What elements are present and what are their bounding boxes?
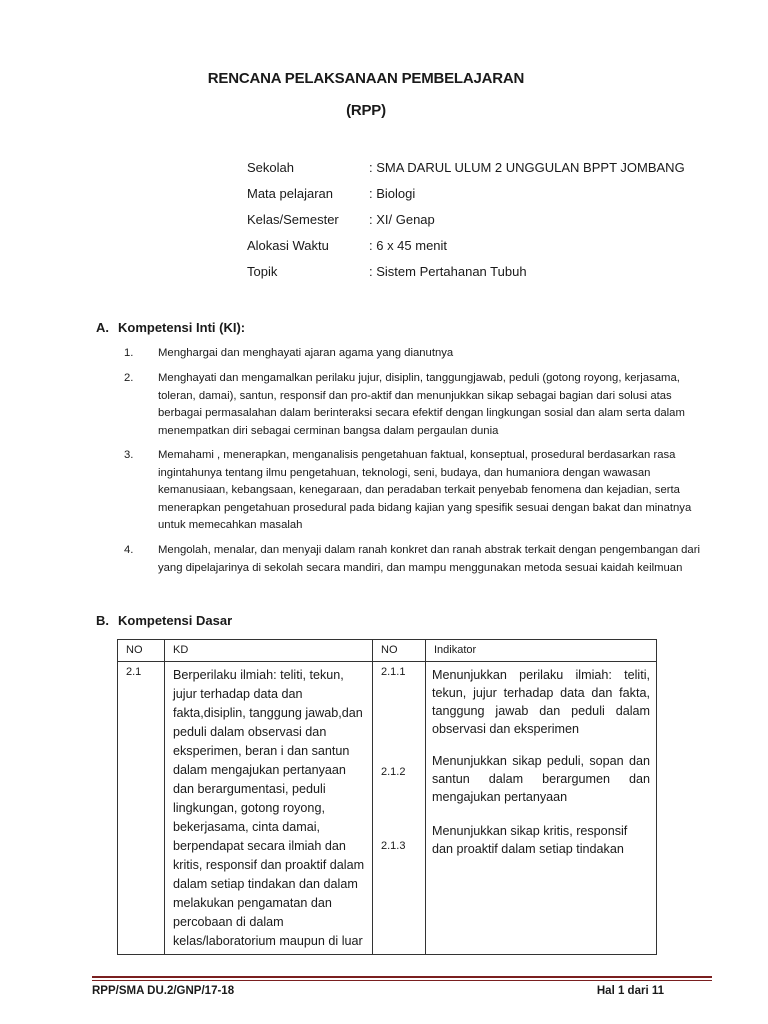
identity-value: : Biologi <box>369 186 416 201</box>
footer-rule <box>92 976 712 978</box>
kd-line: dalam setiap tindakan dan dalam <box>173 877 358 891</box>
table-row <box>118 662 657 955</box>
header-cell-kd: KD <box>165 640 373 662</box>
identity-key: Topik <box>247 264 278 279</box>
ki-line: menempatkan diri sebagai cerminan bangsa dalam pergaulan dunia <box>158 424 499 437</box>
footer-page-number: Hal 1 dari 11 <box>596 985 664 997</box>
document-title: RENCANA PELAKSANAAN PEMBELAJARAN <box>207 70 525 87</box>
document-subtitle: (RPP) <box>346 102 386 119</box>
table-header-row <box>118 640 657 662</box>
ki-number: 4. <box>124 544 134 556</box>
indicator-text: Menunjukkan sikap kritis, responsif dan proaktif dalam setiap tindakan <box>432 824 628 856</box>
section-b-heading <box>96 613 232 628</box>
ki-line: Menghayati dan mengamalkan perilaku jujur, disiplin, tanggungjawab, peduli (gotong royong, kerjasama, <box>158 372 680 384</box>
kd-line: kelas/laboratorium maupun di luar <box>173 934 363 948</box>
identity-value: : SMA DARUL ULUM 2 UNGGULAN BPPT JOMBANG <box>369 160 685 175</box>
ki-number: 1. <box>124 347 134 359</box>
ki-item-2 <box>124 370 724 440</box>
kd-number: 2.1 <box>126 666 142 678</box>
ki-number: 3. <box>124 449 134 461</box>
kd-line: melakukan pengamatan dan <box>173 896 332 910</box>
section-letter: B. <box>96 613 109 628</box>
identity-key: Kelas/Semester <box>247 212 339 227</box>
ki-item-3 <box>124 447 724 535</box>
identity-value: : Sistem Pertahanan Tubuh <box>369 264 527 279</box>
section-a-heading <box>96 320 245 335</box>
section-letter: A. <box>96 320 109 335</box>
ki-number: 2. <box>124 372 134 384</box>
ki-line: untuk memecahkan masalah <box>158 519 303 531</box>
cell-kd <box>165 662 373 955</box>
kd-line: kritis, responsif dan proaktif dalam <box>173 858 365 872</box>
header-cell-no: NO <box>118 640 165 662</box>
section-title: Kompetensi Inti (KI): <box>118 320 246 335</box>
indicator-text: Menunjukkan sikap peduli, sopan dan santun dalam berargumen dan mengajukan pertanyaan <box>432 754 650 804</box>
indicator-number: 2.1.1 <box>381 666 406 678</box>
identity-key: Mata pelajaran <box>247 186 333 201</box>
ki-line: menerapkan pengetahuan prosedural pada bidang kajian yang spesifik sesuai dengan bakat dan minatnya <box>158 501 692 514</box>
cell-sub-numbers <box>373 662 426 955</box>
footer-rule-thin <box>92 980 712 981</box>
kd-line: dan berargumentasi, peduli <box>173 782 326 796</box>
cell-indikator <box>426 662 657 955</box>
identity-value: : XI/ Genap <box>369 212 435 227</box>
ki-line: Menghargai dan menghayati ajaran agama yang dianutnya <box>158 347 454 359</box>
indicator-text: Menunjukkan perilaku ilmiah: teliti, tekun, jujur terhadap data dan fakta, tanggung jawab dan peduli dalam observasi dan eksperimen <box>432 668 650 736</box>
kd-line: percobaan di dalam <box>173 915 284 929</box>
ki-line: yang dipelajarinya di sekolah secara mandiri, dan mampu menggunakan metoda sesuai kaidah keilmuan <box>158 561 683 574</box>
kd-line: lingkungan, gotong royong, <box>173 801 325 815</box>
kd-line: eksperimen, beran i dan santun <box>173 744 350 758</box>
ki-line: ingintahunya tentang ilmu pengetahuan, teknologi, seni, budaya, dan humaniora dengan wawasan <box>158 466 651 479</box>
ki-line: kemanusiaan, kebangsaan, kenegaraan, dan peradaban terkait penyebab fenomena dan kejadian, serta <box>158 484 680 496</box>
kd-line: peduli dalam observasi dan <box>173 725 327 739</box>
kd-line: berpendapat secara ilmiah dan <box>173 839 346 853</box>
indicator-list <box>426 662 656 858</box>
kd-text <box>165 662 372 951</box>
identity-key: Sekolah <box>247 160 294 175</box>
footer-doc-code: RPP/SMA DU.2/GNP/17-18 <box>92 985 235 997</box>
indicator-number: 2.1.3 <box>381 840 406 852</box>
ki-item-1 <box>124 345 724 363</box>
kd-line: Berperilaku ilmiah: teliti, tekun, <box>173 668 344 682</box>
header-cell-indikator: Indikator <box>426 640 657 662</box>
ki-line: toleran, damai), santun, responsif dan pro-aktif dan menunjukkan sikap sebagai bagian dari solusi atas <box>158 389 672 402</box>
kd-line: jujur terhadap data dan <box>173 687 303 701</box>
ki-line: Mengolah, menalar, dan menyaji dalam ranah konkret dan ranah abstrak terkait dengan pengembangan dari <box>158 544 700 556</box>
identity-key: Alokasi Waktu <box>247 238 329 253</box>
kd-line: bekerjasama, cinta damai, <box>173 820 320 834</box>
ki-line: Memahami , menerapkan, menganalisis pengetahuan faktual, konseptual, prosedural berdasarkan rasa <box>158 449 676 461</box>
kompetensi-dasar-table <box>117 639 657 955</box>
ki-line: berbagai permasalahan dalam berinteraksi secara efektif dengan lingkungan sosial dan alam serta dalam <box>158 407 685 419</box>
cell-no <box>118 662 165 955</box>
indicator-number: 2.1.2 <box>381 766 406 778</box>
kd-line: dalam mengajukan pertanyaan <box>173 763 346 777</box>
section-title: Kompetensi Dasar <box>118 613 233 628</box>
kd-line: fakta,disiplin, tanggung jawab,dan <box>173 706 363 720</box>
identity-value: : 6 x 45 menit <box>369 238 448 253</box>
header-cell-no-indikator: NO <box>373 640 426 662</box>
ki-item-4 <box>124 542 724 577</box>
